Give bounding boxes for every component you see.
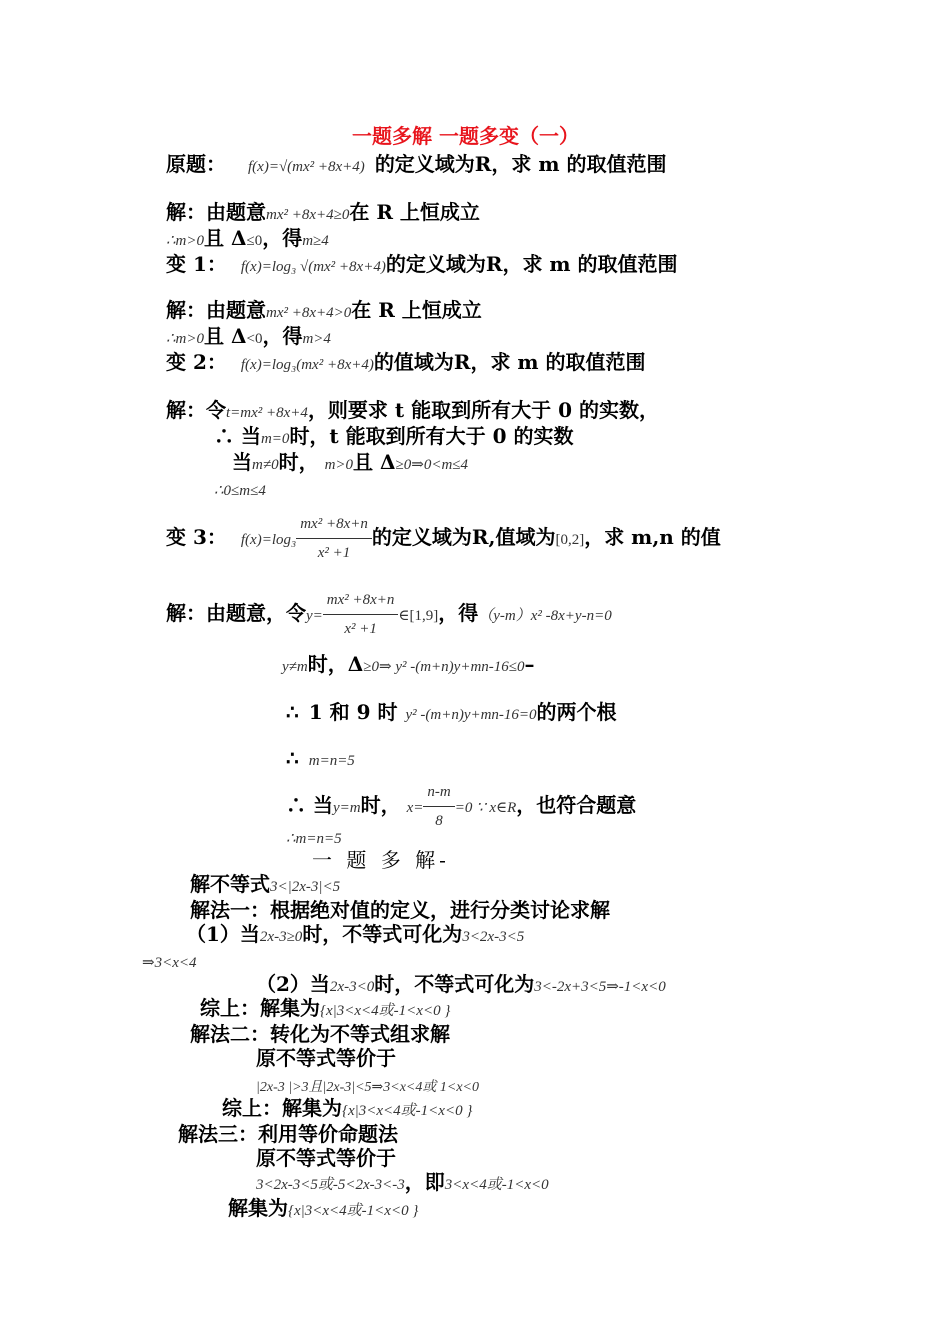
therefore: ∴	[286, 700, 299, 724]
label-variant-3: 变 3：	[166, 525, 227, 549]
formula: |2x-3 |>3且|2x-3|<5⇒3<x<4或 1<x<0	[256, 1080, 479, 1095]
text: Δ	[347, 652, 364, 676]
text: 时，	[307, 652, 348, 676]
page-title: 一题多解 一题多变（一）	[352, 124, 579, 148]
formula: 3<2x-3<5或-5<2x-3<-3	[256, 1177, 405, 1193]
text: 且 Δ	[353, 450, 396, 474]
formula: ∴m=n=5	[286, 831, 342, 847]
numerator: n-m	[423, 780, 454, 807]
text: 的定义域为R，求 m 的取值范围	[385, 252, 678, 276]
solution-line	[232, 450, 468, 477]
formula: m>4	[302, 331, 331, 347]
fraction	[323, 588, 399, 641]
text: 的定义域为R,值域为	[371, 525, 556, 549]
formula: ∴0≤m≤4	[214, 483, 266, 499]
solution-line	[282, 652, 535, 679]
method-1-heading: 解法一：根据绝对值的定义，进行分类讨论求解	[190, 898, 610, 922]
formula: f(x)=log₃(mx² +8x+4)	[240, 357, 374, 373]
formula: y=	[306, 608, 323, 624]
method-2-heading: 解法二：转化为不等式组求解	[190, 1022, 450, 1046]
formula: 3<-2x+3<5⇒-1<x<0	[534, 979, 666, 995]
text: ∴ 当	[214, 424, 261, 448]
text: ，得	[262, 226, 303, 250]
solution-line	[166, 324, 331, 351]
solution-line	[256, 972, 666, 999]
original-problem-line	[166, 152, 667, 179]
denominator: 8	[435, 813, 443, 829]
text: 时，t 能取到所有大于 0 的实数	[289, 424, 574, 448]
text: 在 R 上恒成立	[351, 298, 482, 322]
solution-line	[286, 746, 355, 773]
problem-line	[190, 872, 340, 899]
formula: 3<|2x-3|<5	[270, 879, 341, 895]
formula: {x|3<x<4或-1<x<0 }	[320, 1003, 451, 1019]
formula: [0,2]	[555, 532, 585, 548]
text: ，求 m,n 的值	[584, 525, 721, 549]
formula: y² -(m+n)y+mn-16=0	[405, 707, 537, 723]
text: 解：由题意	[166, 298, 266, 322]
formula: ≤0	[246, 233, 263, 249]
solution-line	[214, 476, 266, 503]
solution-line	[142, 948, 196, 975]
text: （2）当	[256, 972, 330, 996]
text: 时，	[360, 793, 401, 817]
formula: m≥4	[302, 233, 329, 249]
text: 当	[232, 450, 252, 474]
denominator: x² +1	[344, 621, 377, 637]
text-line: 原不等式等价于	[256, 1046, 396, 1070]
solution-line	[166, 588, 612, 641]
text: 时，不等式可化为	[302, 922, 463, 946]
text: ，则要求 t 能取到所有大于 0 的实数，	[307, 398, 659, 422]
formula: m≠0	[252, 457, 279, 473]
solution-line	[286, 700, 617, 727]
text: 综上：解集为	[200, 996, 320, 1020]
formula: f(x)=log₃ √(mx² +8x+4)	[240, 259, 386, 275]
formula: t=mx² +8x+4	[226, 405, 308, 421]
text: ∴ 当	[286, 793, 333, 817]
formula: f(x)=log₃	[240, 532, 297, 548]
text: 的值域为R，求 m 的取值范围	[373, 350, 646, 374]
formula: {x|3<x<4或-1<x<0 }	[288, 1203, 419, 1219]
formula: （y-m）x² -8x+y-n=0	[478, 608, 612, 624]
formula: 2x-3≥0	[259, 929, 303, 945]
text: ，即	[404, 1170, 445, 1194]
formula: ≥0⇒0<m≤4	[395, 457, 469, 473]
variant-2-line	[166, 350, 646, 377]
solution-line	[228, 1196, 418, 1223]
solution-line	[200, 996, 450, 1023]
formula: {x|3<x<4或-1<x<0 }	[342, 1103, 473, 1119]
text-line: 原不等式等价于	[256, 1146, 396, 1170]
variant-1-line	[166, 252, 678, 279]
formula: y≠m	[282, 659, 308, 675]
formula: ∴m>0	[166, 331, 204, 347]
therefore: ∴	[286, 746, 299, 770]
text: 的定义域为R，求 m 的取值范围	[374, 152, 667, 176]
formula: ⇒3<x<4	[142, 955, 197, 971]
formula: mx² +8x+4>0	[266, 305, 352, 321]
formula: m=n=5	[308, 753, 355, 769]
solution-line	[166, 200, 480, 227]
text: 的两个根	[536, 700, 617, 724]
text: 解：令	[166, 398, 226, 422]
text: （1）当	[186, 922, 260, 946]
text: 在 R 上恒成立	[349, 200, 480, 224]
solution-line	[166, 398, 659, 425]
formula: 2x-3<0	[329, 979, 375, 995]
formula: =0 ∵ x∈R	[454, 800, 517, 816]
formula: ∴m>0	[166, 233, 204, 249]
formula: m>0	[324, 457, 354, 473]
text: 解集为	[228, 1196, 288, 1220]
numerator: mx² +8x+n	[296, 512, 372, 539]
label-variant-2: 变 2：	[166, 350, 227, 374]
text: 1 和 9 时	[308, 700, 398, 724]
solution-line	[166, 298, 482, 325]
numerator: mx² +8x+n	[323, 588, 399, 615]
solution-line	[286, 824, 342, 851]
formula: y=m	[332, 800, 361, 816]
solution-line	[222, 1096, 472, 1123]
text: 时，	[278, 450, 319, 474]
formula: m=0	[260, 431, 290, 447]
label-variant-1: 变 1：	[166, 252, 227, 276]
formula: ∈[1,9]	[398, 608, 439, 624]
text: ，得	[438, 601, 479, 625]
formula: 3<2x-3<5	[462, 929, 525, 945]
method-3-heading: 解法三：利用等价命题法	[178, 1122, 398, 1146]
text: 解不等式	[190, 872, 270, 896]
formula: x=	[406, 800, 424, 816]
text: –	[524, 652, 535, 676]
section-heading: 一 题 多 解-	[312, 848, 450, 872]
formula: f(x)=√(mx² +8x+4)	[248, 159, 365, 175]
solution-line	[214, 424, 573, 451]
text: 解：由题意，令	[166, 601, 306, 625]
text: ，也符合题意	[516, 793, 637, 817]
formula: ≥0⇒ y² -(m+n)y+mn-16≤0	[363, 659, 525, 675]
label-original: 原题：	[166, 152, 226, 176]
text: 且 Δ	[204, 324, 247, 348]
denominator: x² +1	[317, 545, 351, 561]
fraction	[423, 780, 454, 833]
solution-line	[166, 226, 329, 253]
solution-line	[256, 1170, 549, 1197]
formula: <0	[246, 331, 263, 347]
text: 时，不等式可化为	[374, 972, 535, 996]
text: 且 Δ	[204, 226, 247, 250]
text: 综上：解集为	[222, 1096, 342, 1120]
fraction	[296, 512, 372, 565]
solution-line	[186, 922, 524, 949]
text: 解：由题意	[166, 200, 266, 224]
formula: 3<x<4或-1<x<0	[444, 1177, 549, 1193]
text: ，得	[262, 324, 303, 348]
formula: mx² +8x+4≥0	[266, 207, 350, 223]
variant-3-line	[166, 512, 721, 565]
